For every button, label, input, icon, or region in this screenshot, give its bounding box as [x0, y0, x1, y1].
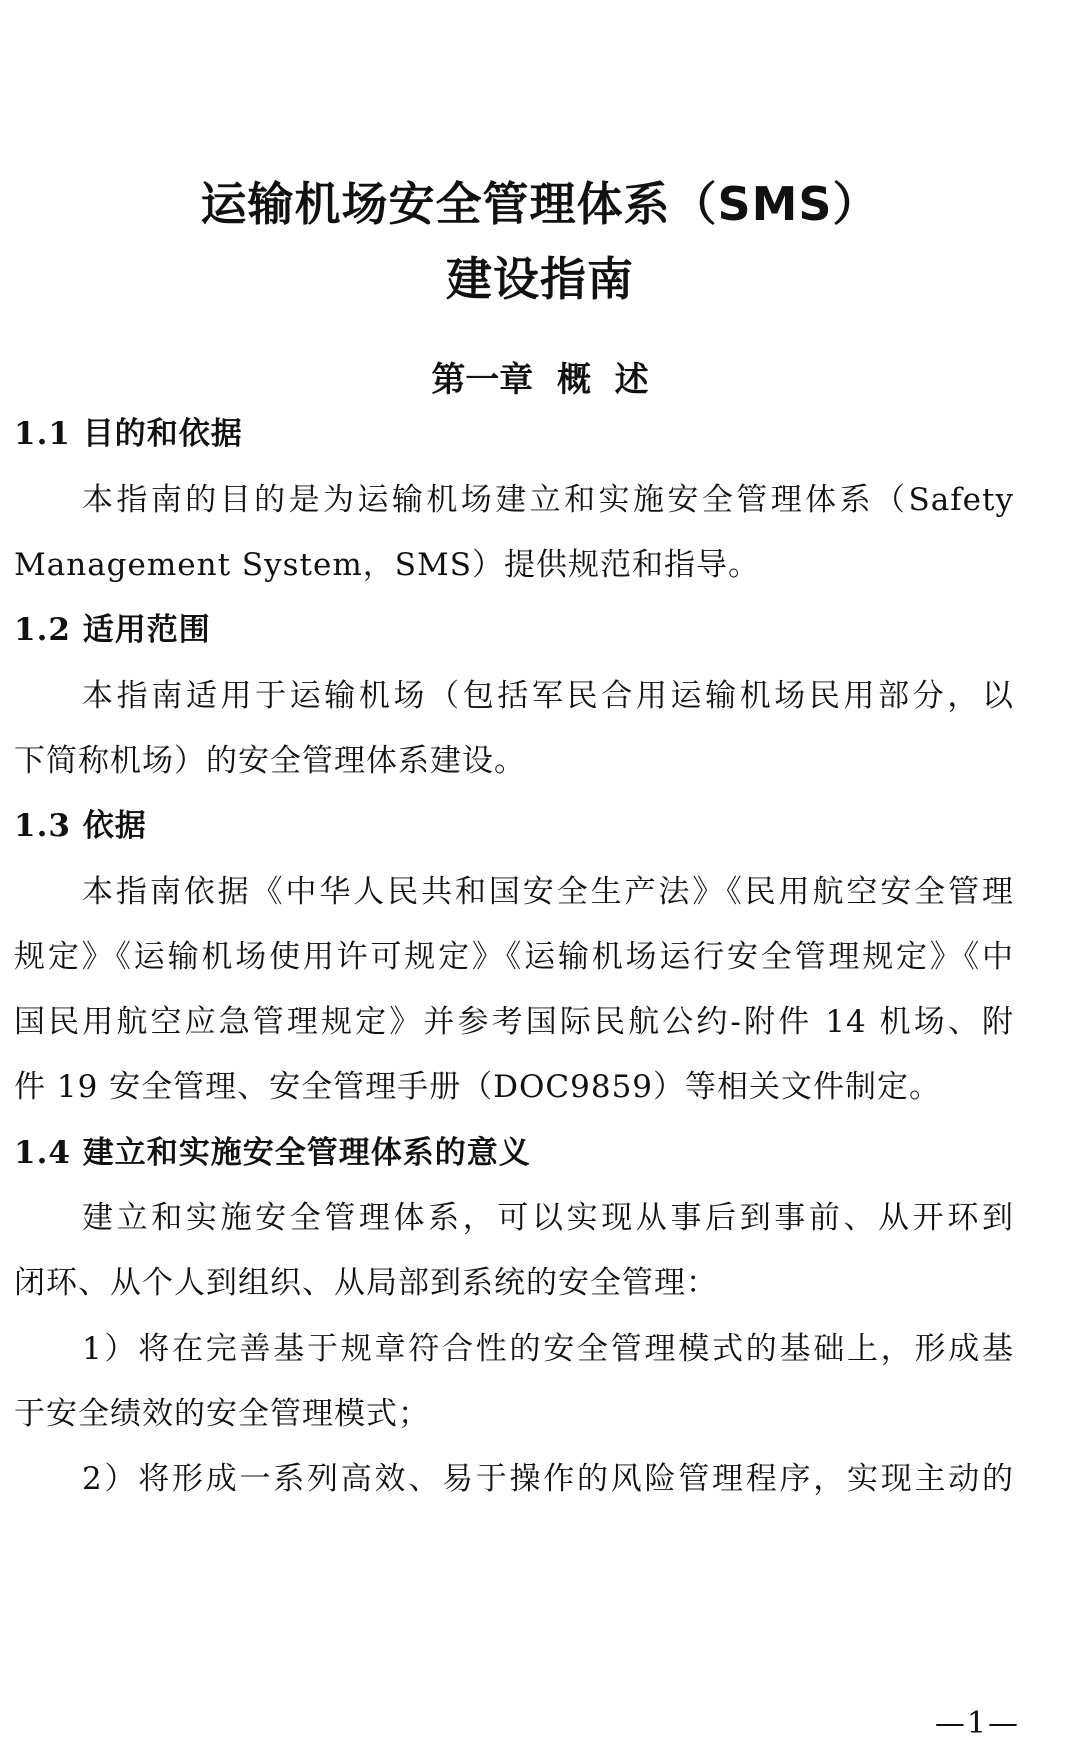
- page-number: —1—: [934, 1706, 1020, 1741]
- section-heading-1-2: 1.2 适用范围: [14, 612, 211, 648]
- paragraph-line: 闭环、从个人到组织、从局部到系统的安全管理：: [14, 1265, 718, 1301]
- section-heading-1-4: 1.4 建立和实施安全管理体系的意义: [14, 1135, 531, 1171]
- paragraph-line: 下简称机场）的安全管理体系建设。: [14, 743, 526, 779]
- section-heading-1-1: 1.1 目的和依据: [14, 416, 243, 452]
- paragraph-line: 本指南适用于运输机场（包括军民合用运输机场民用部分，以: [82, 678, 1014, 714]
- section-heading-1-3: 1.3 依据: [14, 808, 147, 844]
- chapter-heading: [0, 352, 1080, 401]
- list-item-line: 于安全绩效的安全管理模式；: [14, 1396, 430, 1432]
- paragraph-line: 规定》《运输机场使用许可规定》《运输机场运行安全管理规定》《中: [14, 939, 1014, 975]
- document-title: 运输机场安全管理体系（SMS）: [200, 177, 880, 231]
- paragraph-line: Management System，SMS）提供规范和指导。: [14, 547, 760, 583]
- paragraph-line: 件 19 安全管理、安全管理手册（DOC9859）等相关文件制定。: [14, 1069, 942, 1105]
- paragraph-line: 国民用航空应急管理规定》并参考国际民航公约-附件 14 机场、附: [14, 1004, 1014, 1040]
- paragraph-line: 本指南的目的是为运输机场建立和实施安全管理体系（Safety: [82, 482, 1014, 518]
- list-item-line: 1）将在完善基于规章符合性的安全管理模式的基础上，形成基: [82, 1331, 1014, 1367]
- paragraph-line: 建立和实施安全管理体系，可以实现从事后到事前、从开环到: [82, 1200, 1014, 1236]
- chapter-heading-text: 第一章 概 述: [431, 360, 649, 400]
- document-subtitle: 建设指南: [446, 252, 634, 306]
- paragraph-line: 本指南依据《中华人民共和国安全生产法》《民用航空安全管理: [82, 874, 1014, 910]
- list-item-line: 2）将形成一系列高效、易于操作的风险管理程序，实现主动的: [82, 1461, 1014, 1497]
